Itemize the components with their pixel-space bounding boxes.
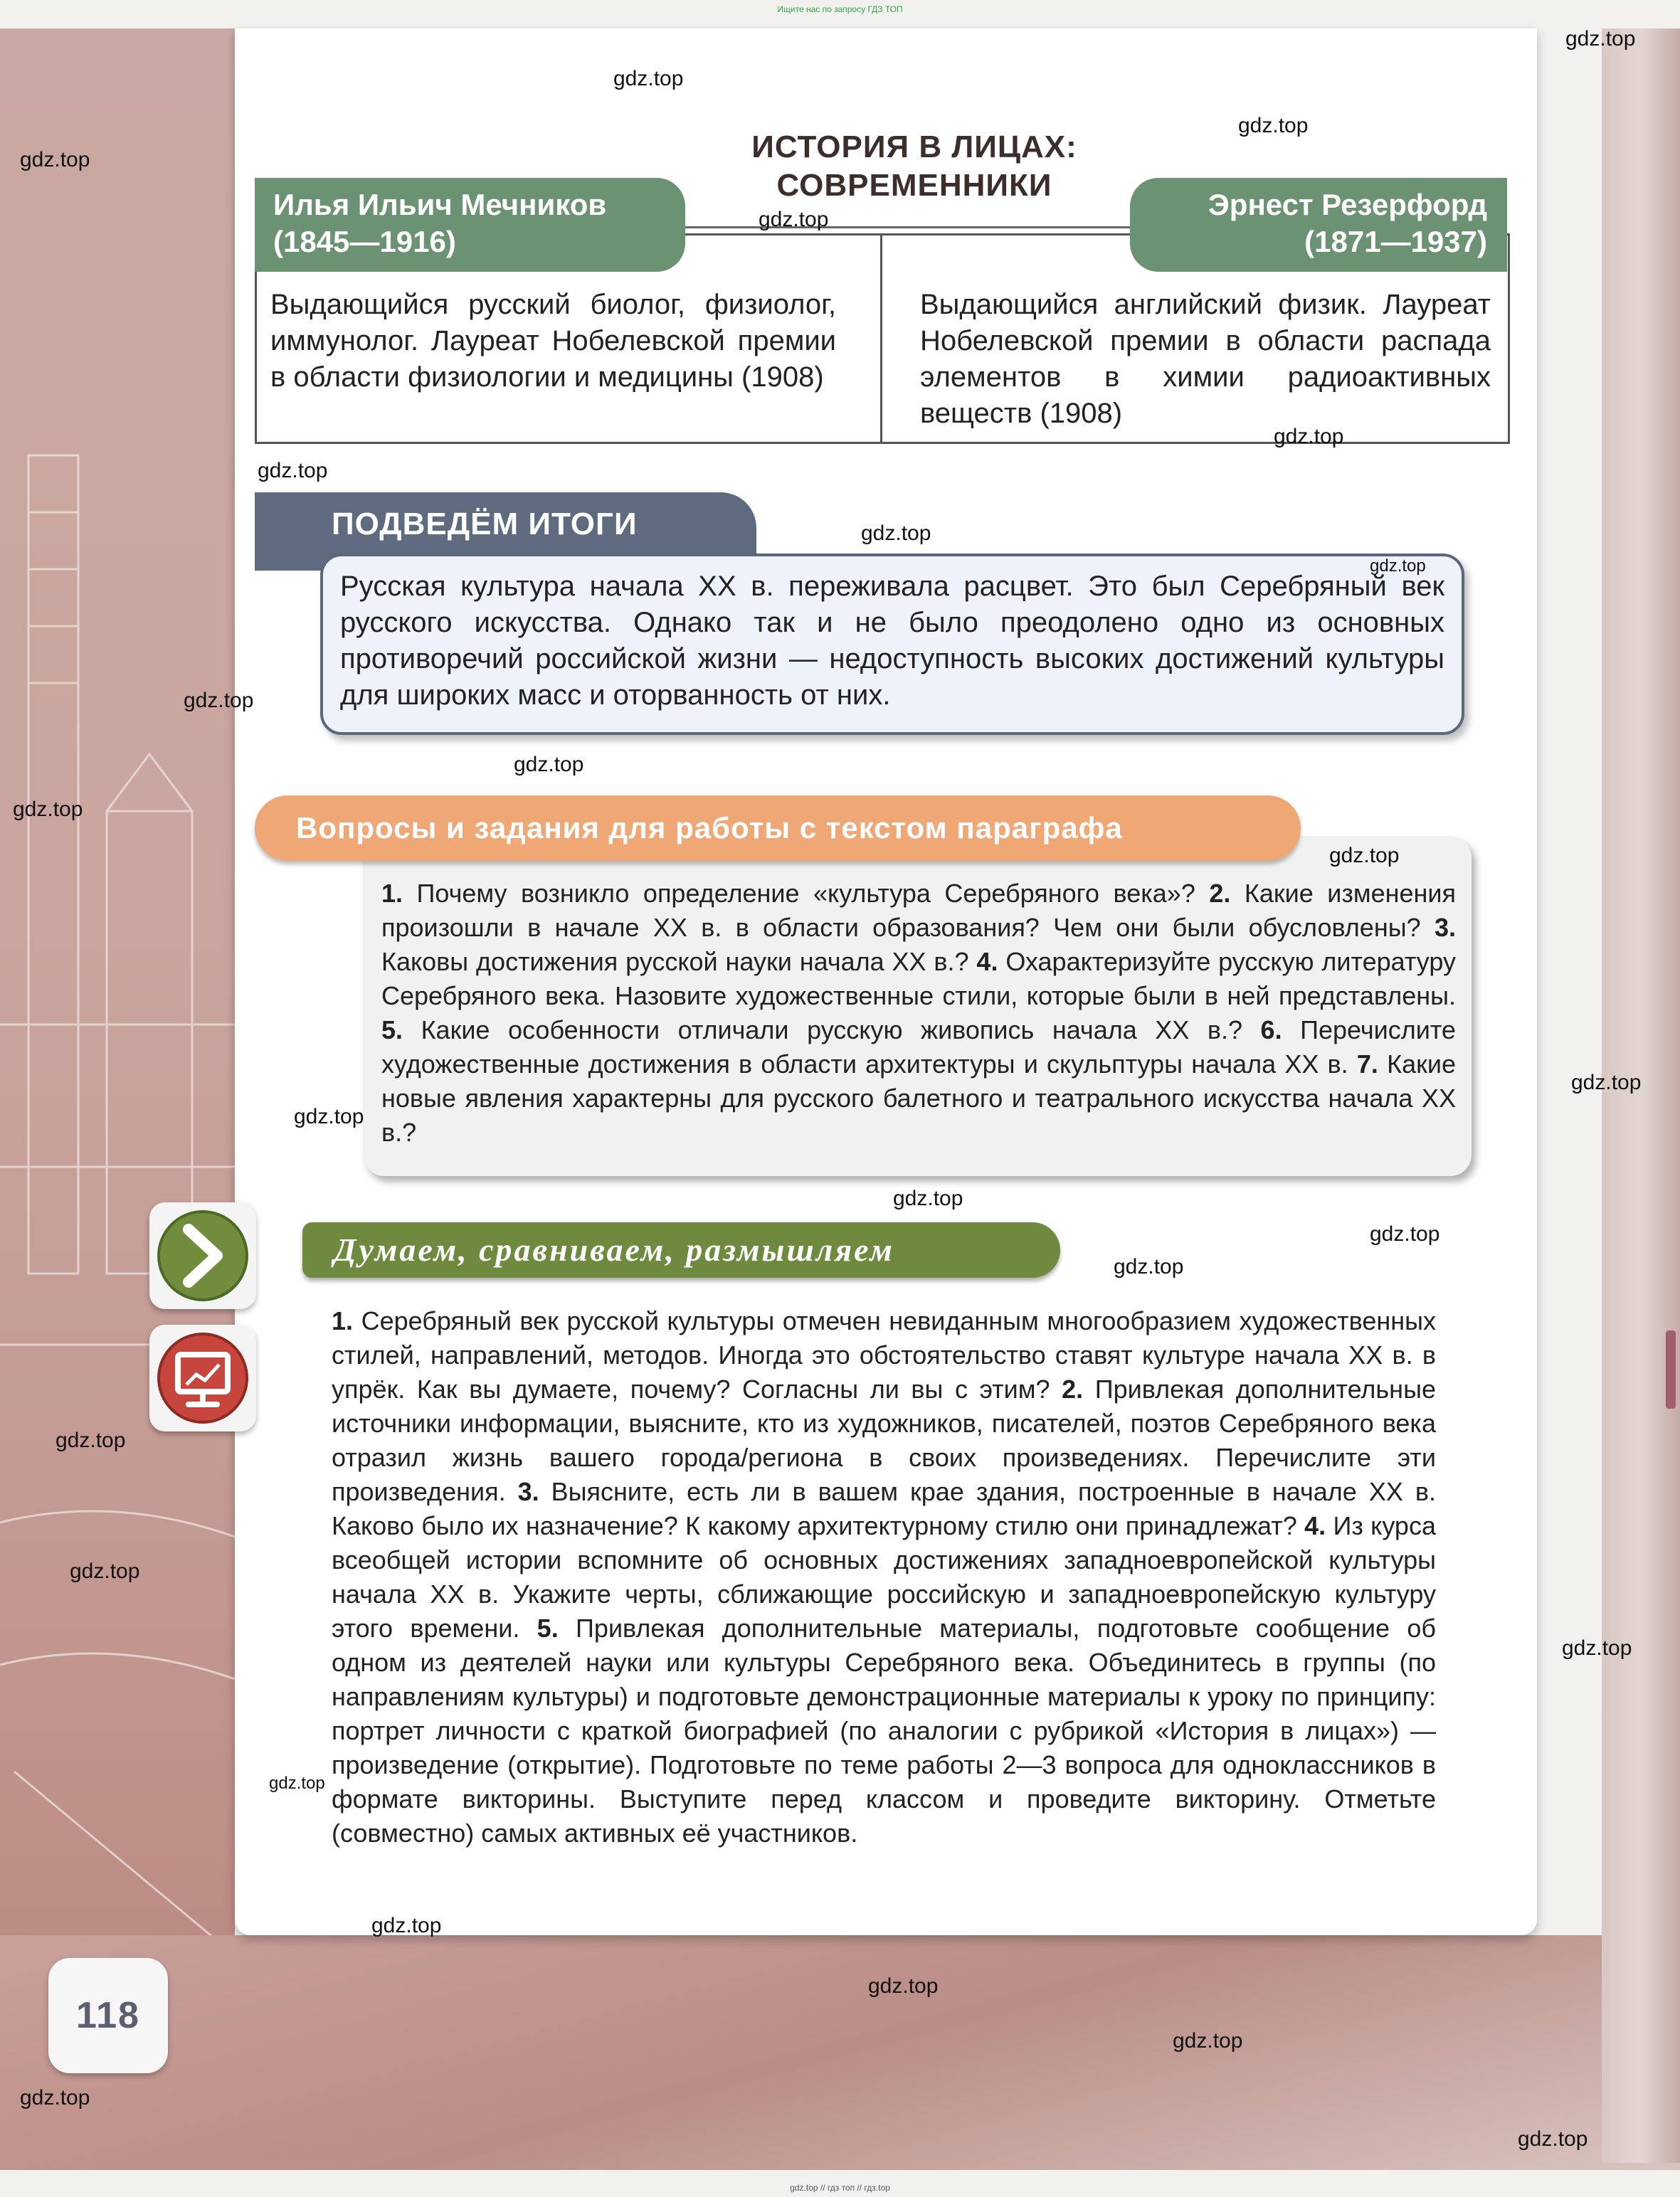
- arrow-right-icon: [149, 1202, 256, 1309]
- next-button[interactable]: [149, 1202, 256, 1309]
- page-number: 118: [48, 1958, 168, 2073]
- question-text: Какие особенности отличали русскую живопись начала XX в.?: [421, 1015, 1242, 1044]
- watermark: gdz.top: [1571, 1071, 1642, 1094]
- person-name-rutherford: [1130, 178, 1507, 272]
- bio-divider: [880, 235, 882, 442]
- person-name-mechnikov: [255, 178, 685, 272]
- task-text: Серебряный век русской культуры отмечен невиданным многообразием художественных стилей, направлений, методов. Иногда это обстоятельство ставят культуре начала XX в. в упрёк. Как вы думаете, почему? Согласны ли вы с этим?: [332, 1306, 1436, 1404]
- question-number: 7.: [1356, 1049, 1378, 1079]
- watermark: gdz.top: [184, 689, 254, 712]
- summary-heading: ПОДВЕДЁМ ИТОГИ: [255, 492, 756, 571]
- question-number: 2.: [1209, 879, 1231, 908]
- task-text: Из курса всеобщей истории вспомните об основных достижениях западноевропейской культуры начала XX в. Укажите черты, сближающие российскую и западноевропейскую культуру этого времени.: [332, 1511, 1436, 1643]
- question-text: Какие изменения произошли в начале XX в. в области образования? Чем они были обусловлены?: [381, 879, 1456, 942]
- task-number: 4.: [1304, 1511, 1326, 1540]
- question-text: Какие новые явления характерны для русского балетного и театрального искусства начала XX в.?: [381, 1049, 1456, 1147]
- question-text: Охарактеризуйте русскую литературу Серебряного века. Назовите художественные стили, которые были в ней представлены.: [381, 947, 1456, 1010]
- watermark: gdz.top: [371, 1914, 442, 1937]
- watermark: gdz.top: [1518, 2127, 1588, 2151]
- task-number: 2.: [1062, 1375, 1084, 1404]
- watermark: gdz.top: [269, 1774, 325, 1793]
- history-in-faces-title: [687, 128, 1142, 205]
- title-line-2: СОВРЕМЕННИКИ: [776, 168, 1052, 203]
- question-number: 6.: [1260, 1015, 1282, 1044]
- bio-description-rutherford: Выдающийся английский физик. Лауреат Нобелевской премии в области распада элементов в химии радиоактивных веществ (1908): [920, 289, 1491, 429]
- person-name: Эрнест Резерфорд: [1208, 188, 1487, 221]
- watermark: gdz.top: [1238, 114, 1309, 137]
- watermark: gdz.top: [20, 148, 90, 171]
- watermark: gdz.top: [20, 2086, 90, 2109]
- watermark: gdz.top: [861, 522, 931, 545]
- watermark: gdz.top: [294, 1105, 364, 1128]
- person-years: (1845—1916): [273, 225, 456, 258]
- task-number: 3.: [517, 1477, 539, 1506]
- watermark: gdz.top: [56, 1429, 126, 1452]
- question-number: 5.: [381, 1015, 403, 1044]
- summary-text: Русская культура начала XX в. переживала расцвет. Это был Серебряный век русского искусства. Однако так и не было преодолено одно из основных противоречий российской жизни — недоступность высоких достижений культуры для широких масс и оторванность от них.: [340, 571, 1444, 711]
- page-edge-marker: [1666, 1330, 1676, 1409]
- bottom-banner: gdz.top // гдз топ // гдз.top: [790, 2183, 890, 2193]
- task-text: Выясните, есть ли в вашем крае здания, построенные в начале XX в. Каково было их назначение? К какому архитектурному стилю они принадлежат?: [332, 1477, 1436, 1540]
- summary-box: [320, 554, 1464, 735]
- bio-connector-line: [676, 226, 1146, 228]
- task-text: Привлекая дополнительные источники информации, выясните, кто из художников, писателей, поэтов Серебряного века отразил жизнь вашего города/региона в своих произведениях. Перечислите эти произведения.: [332, 1375, 1436, 1506]
- right-page-edge: [1602, 28, 1680, 2163]
- task-text: Привлекая дополнительные материалы, подготовьте сообщение об одном из деятелей науки или культуры Серебряного века. Объединитесь в группы (по направлениям культуры) и подготовьте демонстрационные материалы к уроку по принципу: портрет личности с краткой биографией (по аналогии с рубрикой «История в лицах») — произведение (открытие). Подготовьте по теме работы 2—3 вопроса для одноклассников в формате викторины. Выступите перед классом и проведите викторину. Отметьте (совместно) самых активных её участников.: [332, 1614, 1436, 1848]
- task-number: 1.: [332, 1306, 354, 1335]
- left-decoration: [0, 28, 235, 2163]
- think-tasks-text: [332, 1304, 1436, 1851]
- bottom-decoration: [0, 1935, 1680, 2170]
- question-text: Перечислите художественные достижения в области архитектуры и скульптуры начала XX в.: [381, 1015, 1456, 1079]
- watermark: gdz.top: [1370, 556, 1426, 576]
- watermark: gdz.top: [1114, 1255, 1184, 1279]
- watermark: gdz.top: [1562, 1636, 1632, 1660]
- watermark: gdz.top: [1274, 425, 1344, 448]
- watermark: gdz.top: [868, 1974, 939, 1998]
- watermark: gdz.top: [1565, 27, 1636, 51]
- person-name: Илья Ильич Мечников: [273, 188, 607, 221]
- watermark: gdz.top: [13, 798, 83, 821]
- watermark: gdz.top: [613, 67, 684, 90]
- presentation-button[interactable]: [149, 1325, 256, 1431]
- watermark: gdz.top: [1329, 844, 1400, 867]
- question-text: Почему возникло определение «культура Серебряного века»?: [416, 879, 1195, 908]
- watermark: gdz.top: [893, 1187, 963, 1210]
- task-number: 5.: [537, 1614, 559, 1643]
- question-number: 1.: [381, 879, 403, 908]
- questions-text: [381, 877, 1456, 1150]
- watermark: gdz.top: [759, 208, 829, 231]
- bio-description-mechnikov: Выдающийся русский биолог, физиолог, иммунолог. Лауреат Нобелевской премии в области физиологии и медицины (1908): [270, 289, 836, 393]
- question-number: 3.: [1434, 913, 1456, 942]
- top-banner: Ищите нас по запросу ГДЗ ТОП: [777, 4, 903, 14]
- think-heading: Думаем, сравниваем, размышляем: [302, 1222, 1060, 1278]
- presentation-screen-icon: [149, 1325, 256, 1431]
- watermark: gdz.top: [258, 459, 328, 482]
- industrial-sketch-illustration: [0, 28, 235, 2163]
- watermark: gdz.top: [1173, 2029, 1243, 2053]
- watermark: gdz.top: [70, 1560, 140, 1583]
- title-line-1: ИСТОРИЯ В ЛИЦАХ:: [751, 129, 1077, 164]
- watermark: gdz.top: [1370, 1222, 1440, 1246]
- question-text: Каковы достижения русской науки начала XX в.?: [381, 947, 969, 976]
- question-number: 4.: [976, 947, 998, 976]
- questions-heading: Вопросы и задания для работы с текстом параграфа: [255, 795, 1301, 861]
- questions-box: [363, 836, 1472, 1176]
- person-years: (1871—1937): [1304, 225, 1487, 258]
- watermark: gdz.top: [514, 753, 584, 776]
